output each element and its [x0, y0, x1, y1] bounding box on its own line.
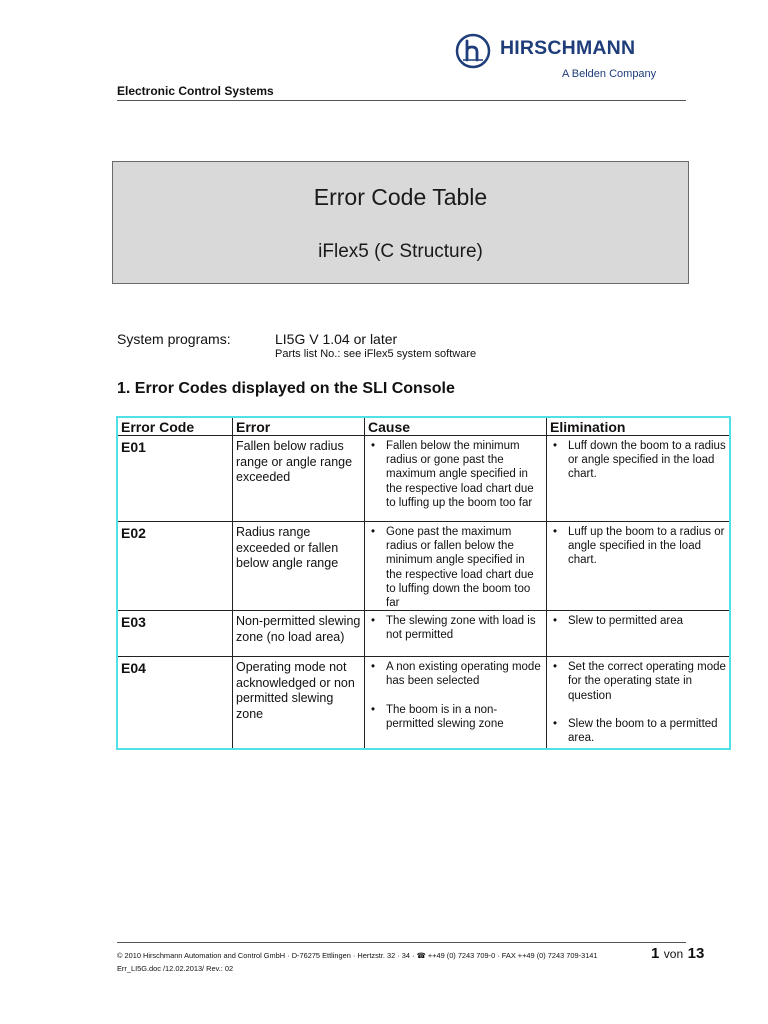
page-number: [651, 945, 704, 963]
error-code-cell: E04: [117, 657, 233, 749]
brand-name: HIRSCHMANN: [500, 37, 636, 59]
footer-divider: [117, 942, 686, 943]
hirschmann-logo: [455, 33, 670, 81]
elimination-item: • Slew to permitted area: [550, 614, 726, 628]
error-cell: Operating mode not acknowledged or non permitted slewing zone: [233, 657, 365, 749]
elimination-cell: [547, 657, 731, 749]
elimination-item: • Luff down the boom to a radius or angle specified in the load chart.: [550, 439, 726, 482]
error-cell: Non-permitted slewing zone (no load area): [233, 611, 365, 657]
cause-cell: [365, 657, 547, 749]
table-row: [117, 522, 730, 611]
footer-doc-reference: Err_LI5G.doc /12.02.2013/ Rev.: 02: [117, 964, 234, 973]
column-header-error: Error: [233, 417, 365, 436]
elimination-cell: [547, 436, 731, 522]
document-title: Error Code Table: [313, 184, 488, 210]
elimination-item: • Luff up the boom to a radius or angle specified in the load chart.: [550, 525, 726, 568]
system-programs-value: LI5G V 1.04 or later: [275, 331, 398, 347]
hirschmann-h-icon: [455, 33, 491, 69]
cause-item: • A non existing operating mode has been selected: [368, 660, 543, 688]
header-divider: [117, 100, 686, 101]
table-row: [117, 436, 730, 522]
elimination-cell: [547, 522, 731, 611]
footer-copyright: © 2010 Hirschmann Automation and Control GmbH · D-76275 Ettlingen · Hertzstr. 32 · 34 · ☎ ++49 (0) 7243 709-0 · FAX ++49 (0) 7243 709-3141: [117, 951, 598, 960]
column-header-cause: Cause: [365, 417, 547, 436]
table-row: [117, 657, 730, 749]
header-section-title: Electronic Control Systems: [117, 84, 274, 98]
cause-item: • The slewing zone with load is not permitted: [368, 614, 543, 642]
elimination-item: • Slew the boom to a permitted area.: [550, 717, 726, 745]
document-subtitle: iFlex5 (C Structure): [318, 241, 483, 262]
error-code-cell: E01: [117, 436, 233, 522]
title-box: [112, 161, 689, 284]
error-code-table: [116, 416, 731, 750]
error-cell: Radius range exceeded or fallen below angle range: [233, 522, 365, 611]
table-header-row: [117, 417, 730, 436]
cause-item: • Fallen below the minimum radius or gone past the maximum angle specified in the respective load chart due to luffing up the boom too far: [368, 439, 543, 510]
brand-tagline: A Belden Company: [562, 68, 657, 80]
cause-cell: [365, 436, 547, 522]
elimination-item: • Set the correct operating mode for the operating state in question: [550, 660, 726, 703]
column-header-error-code: Error Code: [117, 417, 233, 436]
cause-cell: [365, 611, 547, 657]
error-code-cell: E03: [117, 611, 233, 657]
page-total: 13: [687, 945, 705, 962]
cause-item: • The boom is in a non-permitted slewing zone: [368, 703, 543, 731]
error-cell: Fallen below radius range or angle range exceeded: [233, 436, 365, 522]
parts-list-note: Parts list No.: see iFlex5 system software: [275, 348, 477, 360]
section-heading: 1. Error Codes displayed on the SLI Console: [117, 380, 455, 397]
system-programs-label: System programs:: [117, 331, 231, 347]
column-header-elimination: Elimination: [547, 417, 731, 436]
page-current: 1: [651, 945, 660, 962]
table-row: [117, 611, 730, 657]
cause-cell: [365, 522, 547, 611]
elimination-cell: [547, 611, 731, 657]
error-code-cell: E02: [117, 522, 233, 611]
page-separator: von: [663, 947, 684, 961]
cause-item: • Gone past the maximum radius or fallen below the minimum angle specified in the respective load chart due to luffing down the boom too far: [368, 525, 543, 610]
